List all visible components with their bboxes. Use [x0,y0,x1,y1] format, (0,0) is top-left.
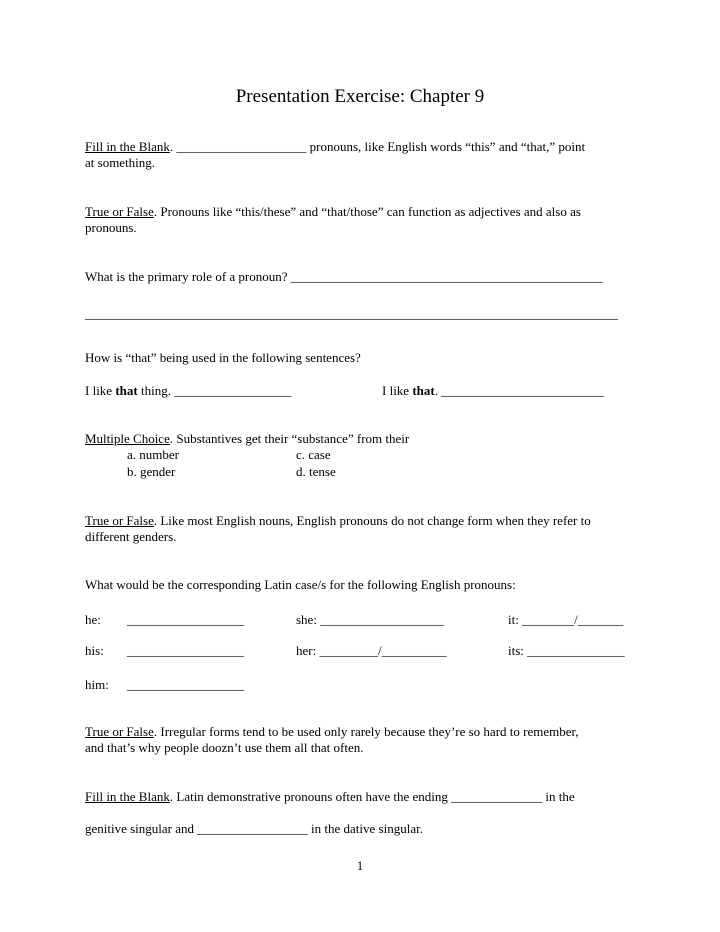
question-5-line-1 [85,431,409,447]
his-blank: __________________ [127,643,244,658]
he-blank: __________________ [127,612,244,627]
question-6-label: True or False [85,513,154,528]
question-3-line-1: What is the primary role of a pronoun? ________________________________________________ [85,269,603,284]
page-number: 1 [356,858,364,873]
him-blank: __________________ [127,677,244,692]
his-label: his: [85,643,104,658]
question-1-text: . ____________________ pronouns, like English words “this” and “that,” point [169,139,586,154]
question-2-line-2: pronouns. [85,220,137,235]
question-9-label: Fill in the Blank [85,789,170,804]
sentence-2-start: I like [382,383,413,398]
question-2-label: True or False [85,204,154,219]
question-1-line-2: at something. [85,155,156,170]
question-2-line-1 [85,204,581,220]
option-d: d. tense [296,464,336,479]
question-6-line-1 [85,513,591,529]
question-3-answer-line: __________________________________________________________________________________ [85,306,618,321]
page-title: Presentation Exercise: Chapter 9 [235,86,485,107]
her-item: her: _________/__________ [296,643,447,658]
question-9-text: . Latin demonstrative pronouns often have the ending ______________ in the [169,789,575,804]
question-8-label: True or False [85,724,154,739]
sentence-1-end: thing. __________________ [137,383,292,398]
question-4-sentence-2 [382,383,604,399]
him-label: him: [85,677,109,692]
sentence-2-bold: that [412,383,435,398]
option-b: b. gender [127,464,176,479]
question-5-text: . Substantives get their “substance” from their [169,431,410,446]
question-9-line-1 [85,789,575,805]
question-8-line-2: and that’s why people doozn’t use them all that often. [85,740,364,755]
question-8-line-1 [85,724,579,740]
its-item: its: _______________ [508,643,625,658]
question-5-label: Multiple Choice [85,431,170,446]
question-6-text: . Like most English nouns, English pronouns do not change form when they refer to [153,513,591,528]
sentence-1-bold: that [115,383,138,398]
question-6-line-2: different genders. [85,529,177,544]
question-1-line-1 [85,139,585,155]
sentence-1-start: I like [85,383,116,398]
question-4-sentence-1 [85,383,291,399]
sentence-2-end: . _________________________ [434,383,604,398]
option-c: c. case [296,447,331,462]
he-label: he: [85,612,101,627]
question-4-prompt: How is “that” being used in the following sentences? [85,350,361,365]
question-2-text: . Pronouns like “this/these” and “that/those” can function as adjectives and also as [153,204,581,219]
question-1-label: Fill in the Blank [85,139,170,154]
it-item: it: ________/_______ [508,612,624,627]
question-9-line-2: genitive singular and _________________ in the dative singular. [85,821,423,836]
option-a: a. number [127,447,179,462]
question-8-text: . Irregular forms tend to be used only rarely because they’re so hard to remember, [153,724,579,739]
question-7-prompt: What would be the corresponding Latin case/s for the following English pronouns: [85,577,516,592]
she-item: she: ___________________ [296,612,444,627]
